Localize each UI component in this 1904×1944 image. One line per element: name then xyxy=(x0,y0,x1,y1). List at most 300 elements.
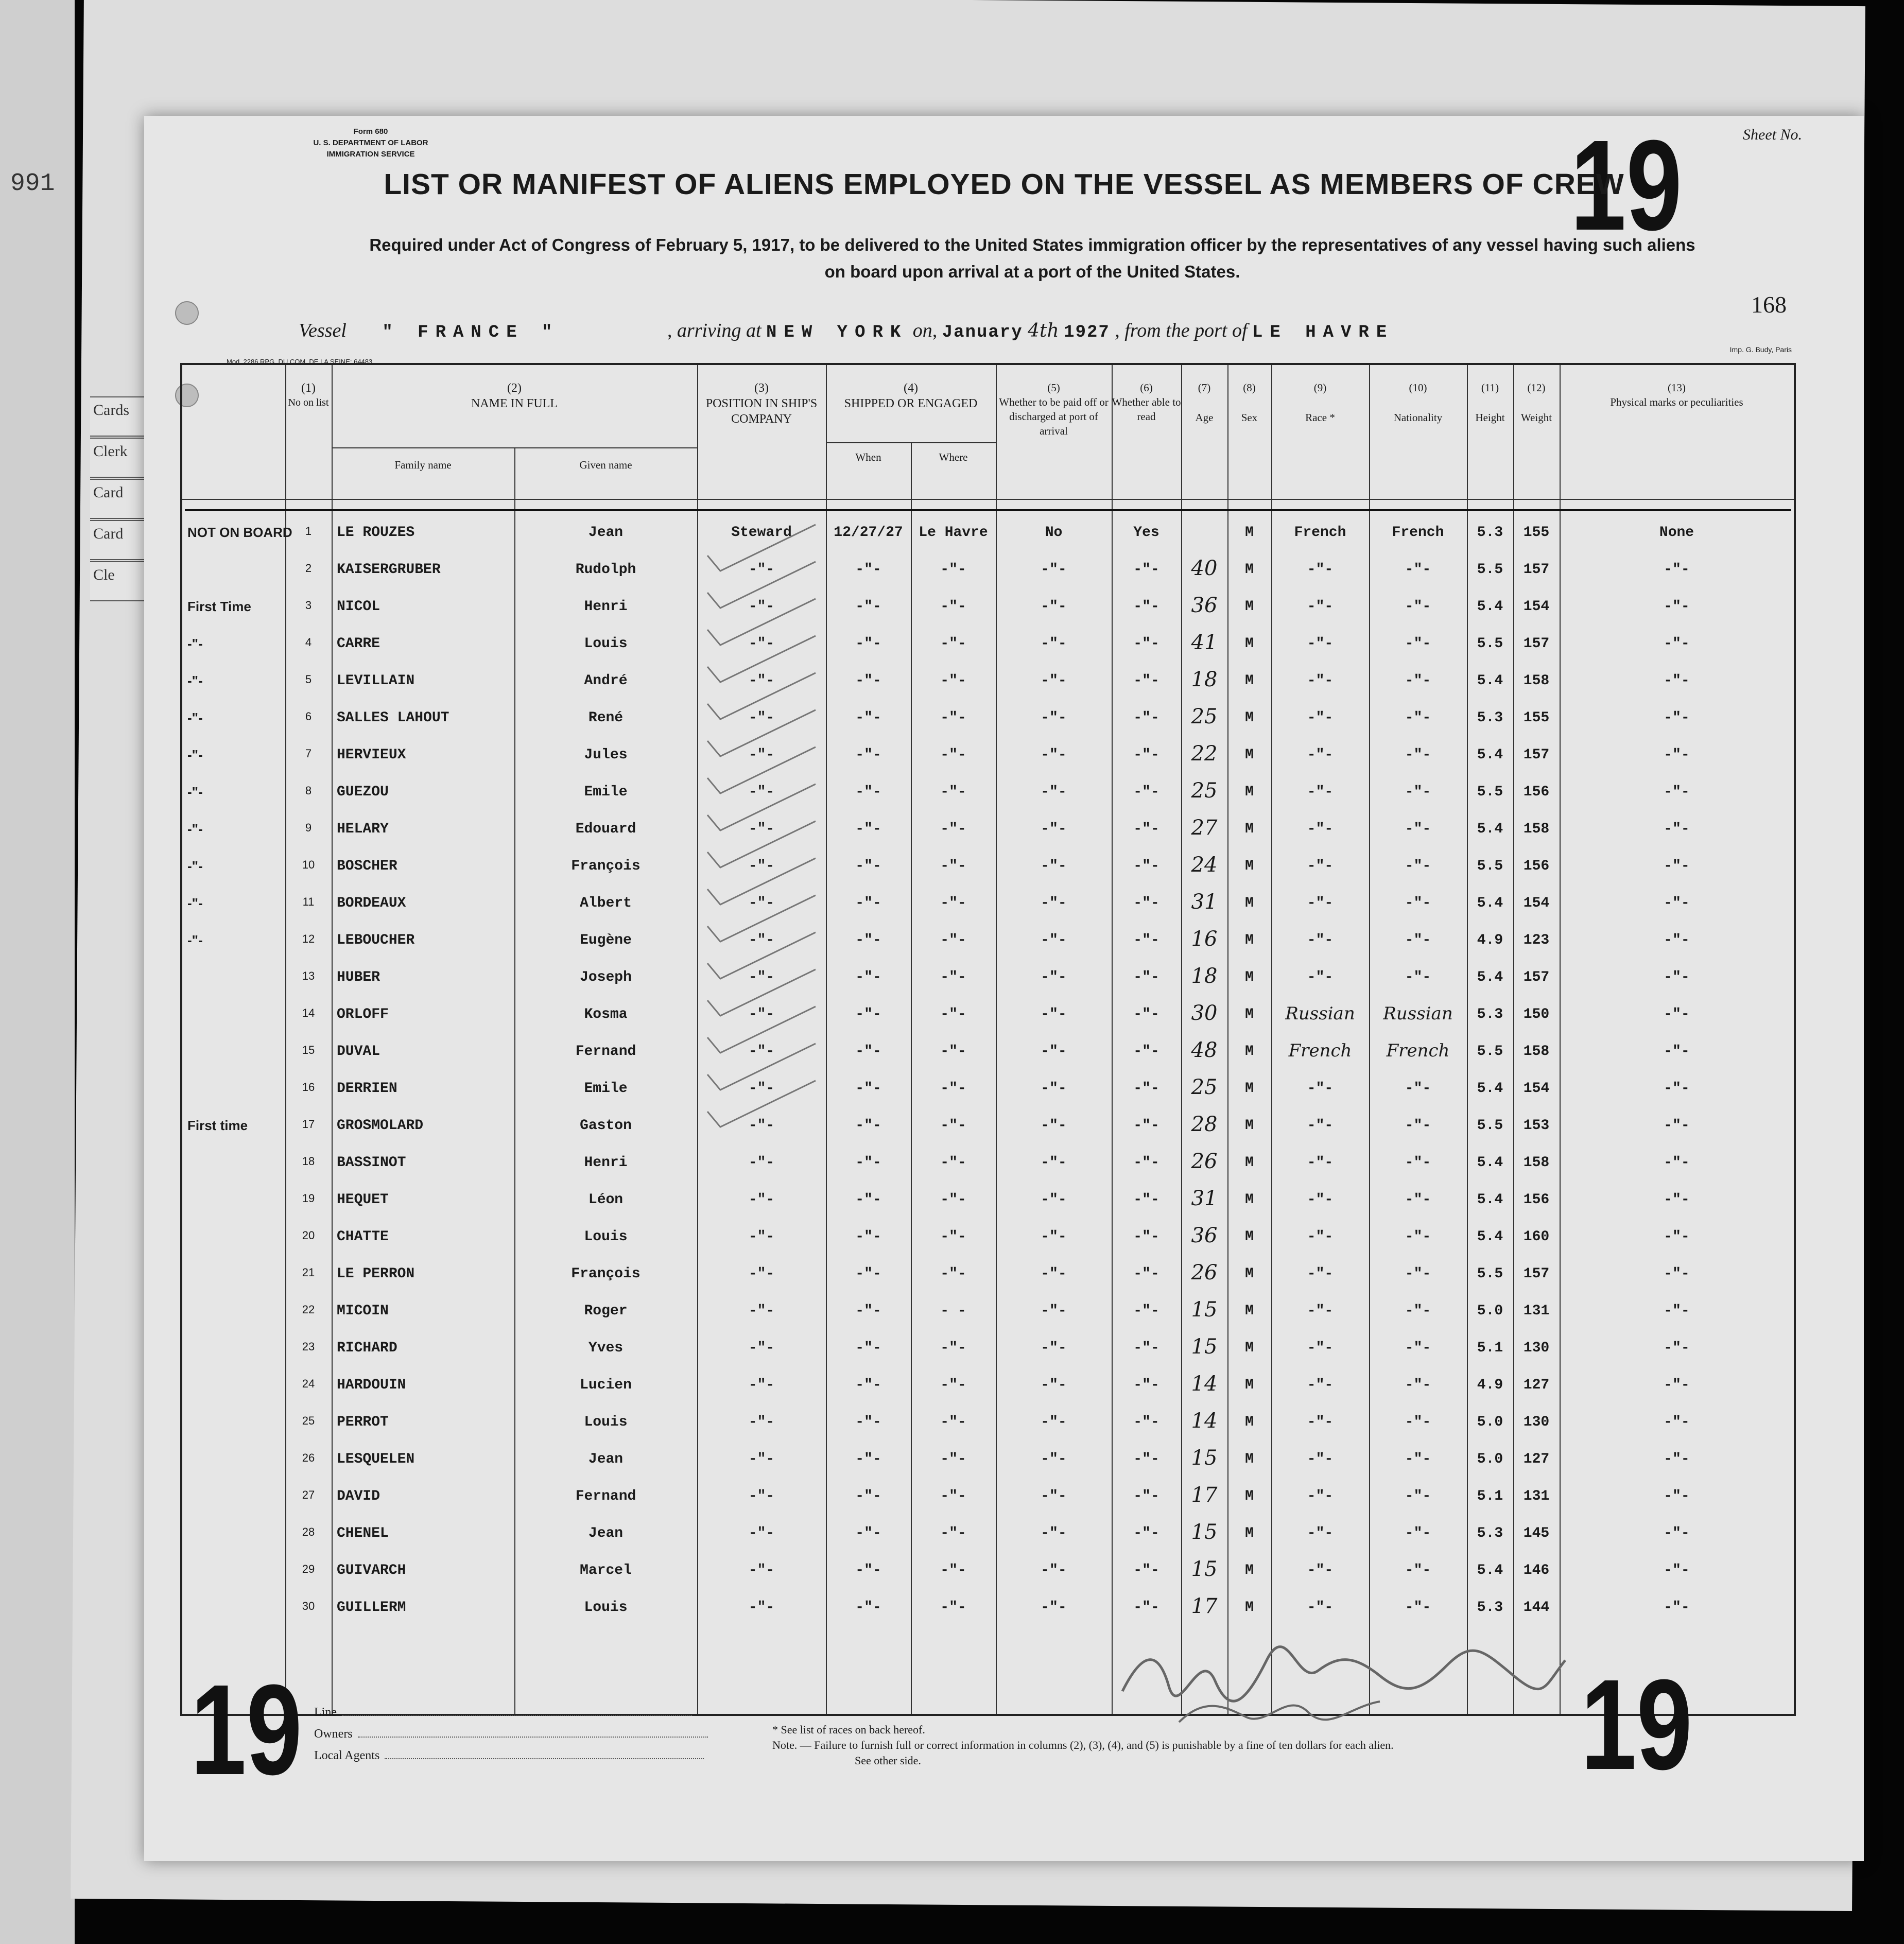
cell-weight: 157 xyxy=(1523,636,1550,652)
header-num: (12) xyxy=(1527,381,1546,394)
cell-read: -"- xyxy=(1133,710,1159,726)
left-page-strip xyxy=(0,0,75,1944)
tick-marks xyxy=(697,519,826,1189)
cell-weight: 157 xyxy=(1523,747,1550,763)
cell-given: Léon xyxy=(588,1192,624,1208)
side-tabs xyxy=(90,396,147,602)
cell-paid: -"- xyxy=(1041,969,1067,985)
cell-weight: 157 xyxy=(1523,1266,1550,1282)
cell-height: 5.5 xyxy=(1477,636,1503,652)
cell-nationality: -"- xyxy=(1405,821,1431,837)
cell-position: -"- xyxy=(748,1118,775,1134)
subtitle xyxy=(350,232,1715,285)
table-row xyxy=(182,853,1794,890)
cell-paid: -"- xyxy=(1041,1451,1067,1467)
cell-nationality: -"- xyxy=(1405,1563,1431,1578)
cell-position: Steward xyxy=(731,525,792,541)
crew-table xyxy=(180,363,1796,1716)
cell-age: 15 xyxy=(1191,1557,1218,1581)
cell-read: -"- xyxy=(1133,1044,1159,1060)
header-num: (6) xyxy=(1140,381,1153,394)
cell-no: 19 xyxy=(302,1192,315,1205)
cell-position: -"- xyxy=(748,858,775,874)
cell-nationality: -"- xyxy=(1405,636,1431,652)
printer-line: Imp. G. Budy, Paris xyxy=(1729,345,1792,354)
cell-position: -"- xyxy=(748,1303,775,1319)
table-row xyxy=(182,1113,1794,1150)
cell-read: -"- xyxy=(1133,1155,1159,1171)
vessel-name: " FRANCE " xyxy=(382,323,560,342)
mod-line: Mod. 2286 RPG. DU COM. DE LA SEINE: 64483 xyxy=(227,358,373,366)
cell-read: -"- xyxy=(1133,1414,1159,1430)
page-title: LIST OR MANIFEST OF ALIENS EMPLOYED ON THE VESSEL AS MEMBERS OF CREW xyxy=(384,168,1624,201)
cell-race: -"- xyxy=(1307,1377,1334,1393)
cell-read: -"- xyxy=(1133,747,1159,763)
cell-read: -"- xyxy=(1133,784,1159,800)
cell-no: 2 xyxy=(305,562,312,575)
cell-sex: M xyxy=(1245,1600,1254,1616)
table-row xyxy=(182,557,1794,594)
cell-when: -"- xyxy=(855,562,881,578)
cell-family: LE ROUZES xyxy=(337,525,415,541)
header-text: Whether able to read xyxy=(1112,396,1181,423)
cell-sex: M xyxy=(1245,1081,1254,1097)
cell-age: 18 xyxy=(1191,964,1218,988)
cell-sex: M xyxy=(1245,1266,1254,1282)
cell-read: -"- xyxy=(1133,636,1159,652)
cell-height: 5.5 xyxy=(1477,562,1503,578)
cell-marks: -"- xyxy=(1664,932,1690,948)
cell-race: -"- xyxy=(1307,1229,1334,1245)
cell-where: -"- xyxy=(940,1081,966,1097)
cell-where: -"- xyxy=(940,673,966,689)
department: U. S. DEPARTMENT OF LABOR xyxy=(313,138,428,147)
cell-race: -"- xyxy=(1307,1414,1334,1430)
cell-paid: -"- xyxy=(1041,895,1067,911)
date-day: 4th xyxy=(1028,320,1059,341)
cell-where: -"- xyxy=(940,1340,966,1356)
cell-marks: -"- xyxy=(1664,1525,1690,1541)
cell-weight: 158 xyxy=(1523,821,1550,837)
cell-age: 15 xyxy=(1191,1446,1218,1470)
cell-read: -"- xyxy=(1133,1600,1159,1616)
header-num: (3) xyxy=(754,381,769,395)
cell-sex: M xyxy=(1245,747,1254,763)
cell-sex: M xyxy=(1245,1229,1254,1245)
header-shipped xyxy=(826,380,996,411)
cell-position: -"- xyxy=(748,1488,775,1504)
cell-read: Yes xyxy=(1133,525,1159,541)
cell-given: Edouard xyxy=(575,821,636,837)
header-text: Whether to be paid off or discharged at port of arrival xyxy=(999,396,1109,437)
cell-read: -"- xyxy=(1133,1303,1159,1319)
cell-race: -"- xyxy=(1307,1155,1334,1171)
cell-family: SALLES LAHOUT xyxy=(337,710,449,726)
header-given-name: Given name xyxy=(579,459,632,471)
cell-weight: 154 xyxy=(1523,895,1550,911)
cell-weight: 127 xyxy=(1523,1451,1550,1467)
cell-when: -"- xyxy=(855,784,881,800)
cell-no: 9 xyxy=(305,821,312,834)
cell-paid: -"- xyxy=(1041,1563,1067,1578)
cell-read: -"- xyxy=(1133,1118,1159,1134)
cell-position: -"- xyxy=(748,1081,775,1097)
cell-family: LEBOUCHER xyxy=(337,932,415,948)
cell-note: -"- xyxy=(187,673,203,688)
cell-when: -"- xyxy=(855,1488,881,1504)
on-label: on, xyxy=(912,320,938,341)
cell-age: 41 xyxy=(1191,631,1218,654)
header-num: (1) xyxy=(301,381,316,395)
cell-race: -"- xyxy=(1307,895,1334,911)
cell-family: DAVID xyxy=(337,1488,380,1504)
cell-sex: M xyxy=(1245,895,1254,911)
table-row xyxy=(182,519,1794,557)
note-other-side: See other side. xyxy=(855,1754,921,1767)
cell-sex: M xyxy=(1245,969,1254,985)
cell-where: -"- xyxy=(940,562,966,578)
cell-given: Louis xyxy=(584,1600,628,1616)
cell-nationality: -"- xyxy=(1405,1451,1431,1467)
cell-weight: 150 xyxy=(1523,1006,1550,1022)
cell-where: -"- xyxy=(940,1155,966,1171)
note-penalty: Note. — Failure to furnish full or correct information in columns (2), (3), (4), and (5) is punishable by a fine of ten dollars for each alien. xyxy=(772,1739,1394,1751)
cell-paid: -"- xyxy=(1041,932,1067,948)
left-strip-number: 991 xyxy=(10,170,55,198)
cell-given: Yves xyxy=(588,1340,624,1356)
cell-weight: 131 xyxy=(1523,1303,1550,1319)
cell-race: -"- xyxy=(1307,821,1334,837)
cell-position: -"- xyxy=(748,1414,775,1430)
cell-given: Jean xyxy=(588,1525,624,1541)
cell-read: -"- xyxy=(1133,1525,1159,1541)
cell-family: ORLOFF xyxy=(337,1006,389,1022)
cell-weight: 123 xyxy=(1523,932,1550,948)
cell-where: -"- xyxy=(940,932,966,948)
cell-marks: -"- xyxy=(1664,747,1690,763)
table-row xyxy=(182,1446,1794,1483)
cell-position: -"- xyxy=(748,673,775,689)
cell-paid: -"- xyxy=(1041,1377,1067,1393)
cell-race: -"- xyxy=(1307,562,1334,578)
cell-weight: 131 xyxy=(1523,1488,1550,1504)
sheet-number-top: 19 xyxy=(1570,113,1682,257)
cell-read: -"- xyxy=(1133,1266,1159,1282)
cell-nationality: -"- xyxy=(1405,1377,1431,1393)
cell-family: HELARY xyxy=(337,821,389,837)
cell-position: -"- xyxy=(748,1563,775,1578)
table-row xyxy=(182,1038,1794,1075)
cell-where: -"- xyxy=(940,1266,966,1282)
cell-no: 24 xyxy=(302,1377,315,1390)
cell-height: 5.4 xyxy=(1477,1229,1503,1245)
vessel-line xyxy=(299,319,1394,342)
cell-read: -"- xyxy=(1133,858,1159,874)
cell-age: 48 xyxy=(1191,1038,1218,1062)
cell-paid: -"- xyxy=(1041,1600,1067,1616)
cell-sex: M xyxy=(1245,1451,1254,1467)
cell-given: Louis xyxy=(584,636,628,652)
cell-age: 22 xyxy=(1191,742,1218,766)
cell-height: 5.3 xyxy=(1477,1006,1503,1022)
cell-marks: -"- xyxy=(1664,1229,1690,1245)
table-row xyxy=(182,742,1794,779)
table-row xyxy=(182,964,1794,1001)
sheet-label: Sheet No. xyxy=(1743,126,1802,143)
cell-nationality: -"- xyxy=(1405,1192,1431,1208)
cell-race: -"- xyxy=(1307,1600,1334,1616)
cell-sex: M xyxy=(1245,525,1254,541)
cell-nationality: -"- xyxy=(1405,599,1431,615)
cell-given: Henri xyxy=(584,1155,628,1171)
cell-weight: 158 xyxy=(1523,1155,1550,1171)
manifest-page xyxy=(144,113,1864,1861)
cell-paid: -"- xyxy=(1041,1155,1067,1171)
table-row xyxy=(182,1187,1794,1224)
cell-height: 5.4 xyxy=(1477,1192,1503,1208)
cell-age: 30 xyxy=(1191,1001,1218,1025)
cell-height: 5.4 xyxy=(1477,1081,1503,1097)
cell-position: -"- xyxy=(748,710,775,726)
cell-marks: -"- xyxy=(1664,1192,1690,1208)
side-tab: Card xyxy=(90,520,147,560)
cell-height: 5.0 xyxy=(1477,1451,1503,1467)
cell-family: HEQUET xyxy=(337,1192,389,1208)
cell-position: -"- xyxy=(748,1155,775,1171)
cell-paid: -"- xyxy=(1041,1081,1067,1097)
cell-note: -"- xyxy=(187,895,203,911)
header-name-in-full xyxy=(332,380,697,411)
cell-read: -"- xyxy=(1133,599,1159,615)
cell-height: 5.4 xyxy=(1477,747,1503,763)
cell-read: -"- xyxy=(1133,1006,1159,1022)
cell-no: 23 xyxy=(302,1340,315,1353)
cell-marks: -"- xyxy=(1664,562,1690,578)
cell-marks: None xyxy=(1659,525,1694,541)
header-num: (4) xyxy=(904,381,918,395)
cell-marks: -"- xyxy=(1664,1563,1690,1578)
cell-weight: 153 xyxy=(1523,1118,1550,1134)
cell-age: 25 xyxy=(1191,705,1218,728)
cell-height: 4.9 xyxy=(1477,932,1503,948)
cell-paid: -"- xyxy=(1041,1303,1067,1319)
cell-nationality: -"- xyxy=(1405,710,1431,726)
cell-weight: 157 xyxy=(1523,562,1550,578)
header-height xyxy=(1467,380,1513,425)
cell-position: -"- xyxy=(748,932,775,948)
header-num: (9) xyxy=(1313,381,1327,394)
header-text: NAME IN FULL xyxy=(471,397,558,410)
cell-age: 31 xyxy=(1191,1187,1218,1210)
line-field xyxy=(342,1715,692,1716)
cell-when: -"- xyxy=(855,1266,881,1282)
cell-given: Gaston xyxy=(580,1118,632,1134)
cell-when: -"- xyxy=(855,1377,881,1393)
cell-position: -"- xyxy=(748,1192,775,1208)
vessel-label: Vessel xyxy=(299,320,347,341)
cell-race: French xyxy=(1288,1040,1352,1061)
cell-no: 25 xyxy=(302,1414,315,1427)
cell-when: -"- xyxy=(855,1451,881,1467)
cell-no: 16 xyxy=(302,1081,315,1094)
header-text: Weight xyxy=(1520,411,1552,424)
cell-family: GROSMOLARD xyxy=(337,1118,424,1134)
cell-given: Lucien xyxy=(580,1377,632,1393)
header-text: Physical marks or peculiarities xyxy=(1610,396,1743,408)
cell-sex: M xyxy=(1245,599,1254,615)
cell-family: PERROT xyxy=(337,1414,389,1430)
cell-where: -"- xyxy=(940,969,966,985)
cell-weight: 156 xyxy=(1523,1192,1550,1208)
cell-sex: M xyxy=(1245,1303,1254,1319)
cell-sex: M xyxy=(1245,1340,1254,1356)
cell-given: François xyxy=(571,858,641,874)
header-race xyxy=(1271,380,1369,425)
cell-position: -"- xyxy=(748,784,775,800)
cell-sex: M xyxy=(1245,1377,1254,1393)
table-row xyxy=(182,1261,1794,1298)
cell-sex: M xyxy=(1245,858,1254,874)
cell-nationality: -"- xyxy=(1405,1081,1431,1097)
cell-nationality: -"- xyxy=(1405,969,1431,985)
side-tab: Card xyxy=(90,479,147,519)
cell-height: 5.5 xyxy=(1477,784,1503,800)
cell-where: -"- xyxy=(940,1563,966,1578)
table-row xyxy=(182,1557,1794,1594)
agents-field xyxy=(385,1758,704,1759)
cell-height: 5.4 xyxy=(1477,969,1503,985)
cell-height: 5.5 xyxy=(1477,1118,1503,1134)
cell-weight: 146 xyxy=(1523,1563,1550,1578)
cell-height: 5.0 xyxy=(1477,1303,1503,1319)
cell-marks: -"- xyxy=(1664,1600,1690,1616)
cell-no: 22 xyxy=(302,1303,315,1316)
line-label: Line xyxy=(314,1706,337,1719)
cell-race: -"- xyxy=(1307,1451,1334,1467)
cell-position: -"- xyxy=(748,747,775,763)
footer-fields xyxy=(314,1702,708,1766)
cell-when: -"- xyxy=(855,932,881,948)
cell-age: 31 xyxy=(1191,890,1218,914)
header-text: Nationality xyxy=(1393,411,1443,424)
cell-nationality: -"- xyxy=(1405,895,1431,911)
cell-no: 21 xyxy=(302,1266,315,1279)
cell-paid: -"- xyxy=(1041,1044,1067,1060)
cell-when: -"- xyxy=(855,1525,881,1541)
cell-sex: M xyxy=(1245,1044,1254,1060)
header-text: No on list xyxy=(288,397,329,408)
header-where: Where xyxy=(939,451,968,463)
cell-weight: 158 xyxy=(1523,1044,1550,1060)
cell-height: 5.4 xyxy=(1477,1563,1503,1578)
cell-family: NICOL xyxy=(337,599,380,615)
cell-weight: 156 xyxy=(1523,784,1550,800)
cell-where: -"- xyxy=(940,1377,966,1393)
table-row xyxy=(182,1483,1794,1520)
cell-no: 8 xyxy=(305,784,312,797)
cell-height: 5.4 xyxy=(1477,895,1503,911)
cell-given: Roger xyxy=(584,1303,628,1319)
cell-age: 25 xyxy=(1191,779,1218,803)
cell-age: 15 xyxy=(1191,1298,1218,1322)
cell-nationality: -"- xyxy=(1405,1118,1431,1134)
table-row xyxy=(182,668,1794,705)
cell-paid: -"- xyxy=(1041,1192,1067,1208)
cell-position: -"- xyxy=(748,562,775,578)
cell-race: -"- xyxy=(1307,1081,1334,1097)
cell-position: -"- xyxy=(748,969,775,985)
cell-no: 18 xyxy=(302,1155,315,1168)
cell-weight: 127 xyxy=(1523,1377,1550,1393)
table-row xyxy=(182,1298,1794,1335)
cell-no: 26 xyxy=(302,1451,315,1464)
cell-marks: -"- xyxy=(1664,1303,1690,1319)
cell-read: -"- xyxy=(1133,1229,1159,1245)
cell-where: -"- xyxy=(940,1488,966,1504)
subtitle-line-2: on board upon arrival at a port of the United States. xyxy=(824,262,1240,281)
table-row xyxy=(182,594,1794,631)
cell-no: 4 xyxy=(305,636,312,649)
cell-where: -"- xyxy=(940,1192,966,1208)
cell-paid: -"- xyxy=(1041,747,1067,763)
cell-where: -"- xyxy=(940,858,966,874)
cell-no: 28 xyxy=(302,1525,315,1538)
cell-when: -"- xyxy=(855,1563,881,1578)
header-when: When xyxy=(855,451,881,463)
cell-where: -"- xyxy=(940,895,966,911)
cell-marks: -"- xyxy=(1664,599,1690,615)
cell-where: Le Havre xyxy=(919,525,988,541)
cell-marks: -"- xyxy=(1664,673,1690,689)
cell-no: 12 xyxy=(302,932,315,945)
cell-age: 15 xyxy=(1191,1520,1218,1544)
cell-height: 5.5 xyxy=(1477,1266,1503,1282)
cell-no: 20 xyxy=(302,1229,315,1242)
header-no-on-list xyxy=(285,380,332,409)
cell-family: GUIVARCH xyxy=(337,1563,406,1578)
cell-no: 29 xyxy=(302,1563,315,1575)
cell-read: -"- xyxy=(1133,1451,1159,1467)
cell-race: -"- xyxy=(1307,969,1334,985)
cell-family: KAISERGRUBER xyxy=(337,562,441,578)
cell-read: -"- xyxy=(1133,895,1159,911)
cell-family: DERRIEN xyxy=(337,1081,397,1097)
cell-sex: M xyxy=(1245,1192,1254,1208)
cell-where: -"- xyxy=(940,784,966,800)
cell-note: -"- xyxy=(187,636,203,651)
cell-race: -"- xyxy=(1307,1488,1334,1504)
cell-nationality: -"- xyxy=(1405,1266,1431,1282)
cell-marks: -"- xyxy=(1664,636,1690,652)
cell-height: 5.4 xyxy=(1477,1155,1503,1171)
cell-weight: 130 xyxy=(1523,1414,1550,1430)
cell-race: -"- xyxy=(1307,599,1334,615)
cell-position: -"- xyxy=(748,1451,775,1467)
cell-weight: 155 xyxy=(1523,525,1550,541)
cell-weight: 145 xyxy=(1523,1525,1550,1541)
cell-nationality: -"- xyxy=(1405,1414,1431,1430)
table-row xyxy=(182,927,1794,964)
table-row xyxy=(182,705,1794,742)
cell-marks: -"- xyxy=(1664,821,1690,837)
cell-age: 24 xyxy=(1191,853,1218,877)
cell-family: HERVIEUX xyxy=(337,747,406,763)
cell-age: 26 xyxy=(1191,1150,1218,1173)
cell-family: DUVAL xyxy=(337,1044,380,1060)
cell-read: -"- xyxy=(1133,1563,1159,1578)
cell-where: -"- xyxy=(940,1600,966,1616)
cell-no: 5 xyxy=(305,673,312,686)
